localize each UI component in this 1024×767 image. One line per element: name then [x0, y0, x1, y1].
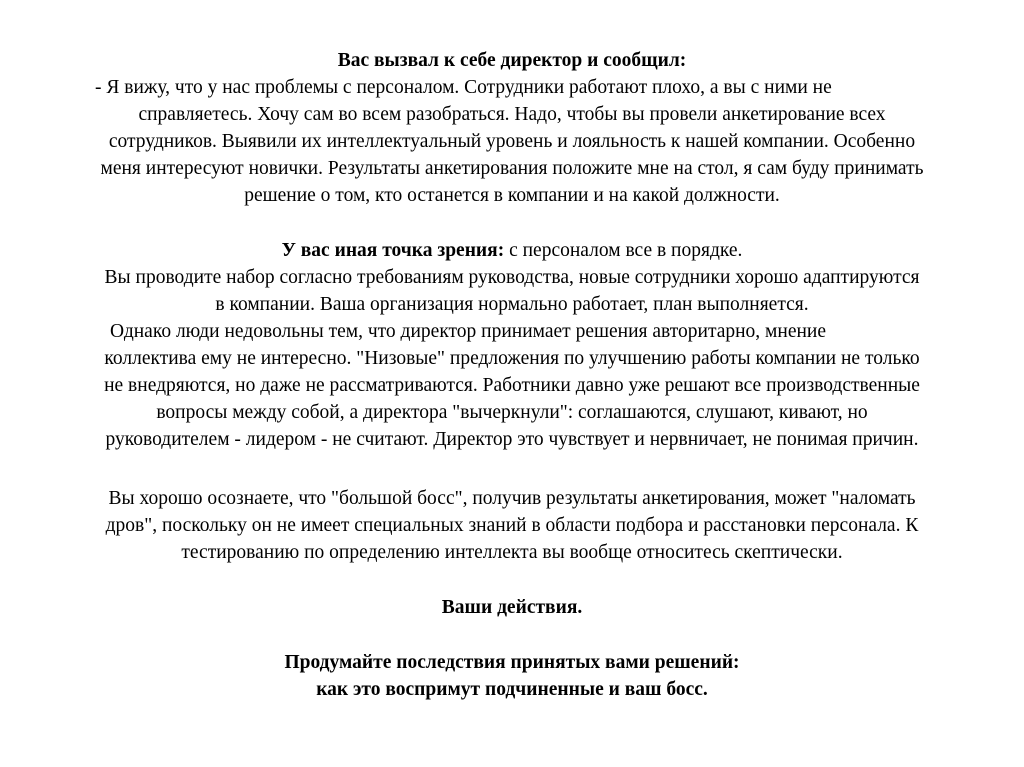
awareness-line-1: Вы хорошо осознаете, что "большой босс", получив результаты анкетирования, может "наломать [108, 488, 916, 509]
viewpoint-line-5: не внедряются, но даже не рассматриваются. Работники давно уже решают все производственные [104, 375, 920, 396]
director-line-4: меня интересуют новички. Результаты анкетирования положите мне на стол, я сам буду принимать [100, 158, 924, 179]
director-line-1: - Я вижу, что у нас проблемы с персоналом. Сотрудники работают плохо, а вы с ними не [95, 77, 832, 98]
director-line-5: решение о том, кто останется в компании и на какой должности. [244, 185, 780, 206]
viewpoint-heading [0, 237, 1024, 264]
viewpoint-heading-rest: с персоналом все в порядке. [504, 240, 743, 261]
viewpoint-line-2: в компании. Ваша организация нормально работает, план выполняется. [215, 294, 809, 315]
viewpoint-line-1: Вы проводите набор согласно требованиям руководства, новые сотрудники хорошо адаптируются [104, 267, 920, 288]
director-line-2: справляетесь. Хочу сам во всем разобраться. Надо, чтобы вы провели анкетирование всех [138, 104, 886, 125]
director-heading: Вас вызвал к себе директор и сообщил: [337, 50, 687, 71]
actions-prompt-line-2: как это воспримут подчиненные и ваш босс. [316, 679, 708, 700]
actions-title: Ваши действия. [441, 597, 583, 618]
viewpoint-line-4: коллектива ему не интересно. "Низовые" предложения по улучшению работы компании не только [104, 348, 920, 369]
viewpoint-line-7: руководителем - лидером - не считают. Директор это чувствует и нервничает, не понимая причин. [105, 429, 919, 450]
actions-prompt-line-1: Продумайте последствия принятых вами решений: [284, 652, 740, 673]
viewpoint-line-6: вопросы между собой, а директора "вычеркнули": соглашаются, слушают, кивают, но [156, 402, 868, 423]
director-line-3: сотрудников. Выявили их интеллектуальный уровень и лояльность к нашей компании. Особенно [108, 131, 916, 152]
awareness-line-3: тестированию по определению интеллекта вы вообще относитесь скептически. [181, 542, 843, 563]
viewpoint-line-3: Однако люди недовольны тем, что директор принимает решения авторитарно, мнение [110, 321, 827, 342]
viewpoint-heading-bold: У вас иная точка зрения: [281, 240, 505, 261]
awareness-line-2: дров", поскольку он не имеет специальных знаний в области подбора и расстановки персонала. К [105, 515, 919, 536]
